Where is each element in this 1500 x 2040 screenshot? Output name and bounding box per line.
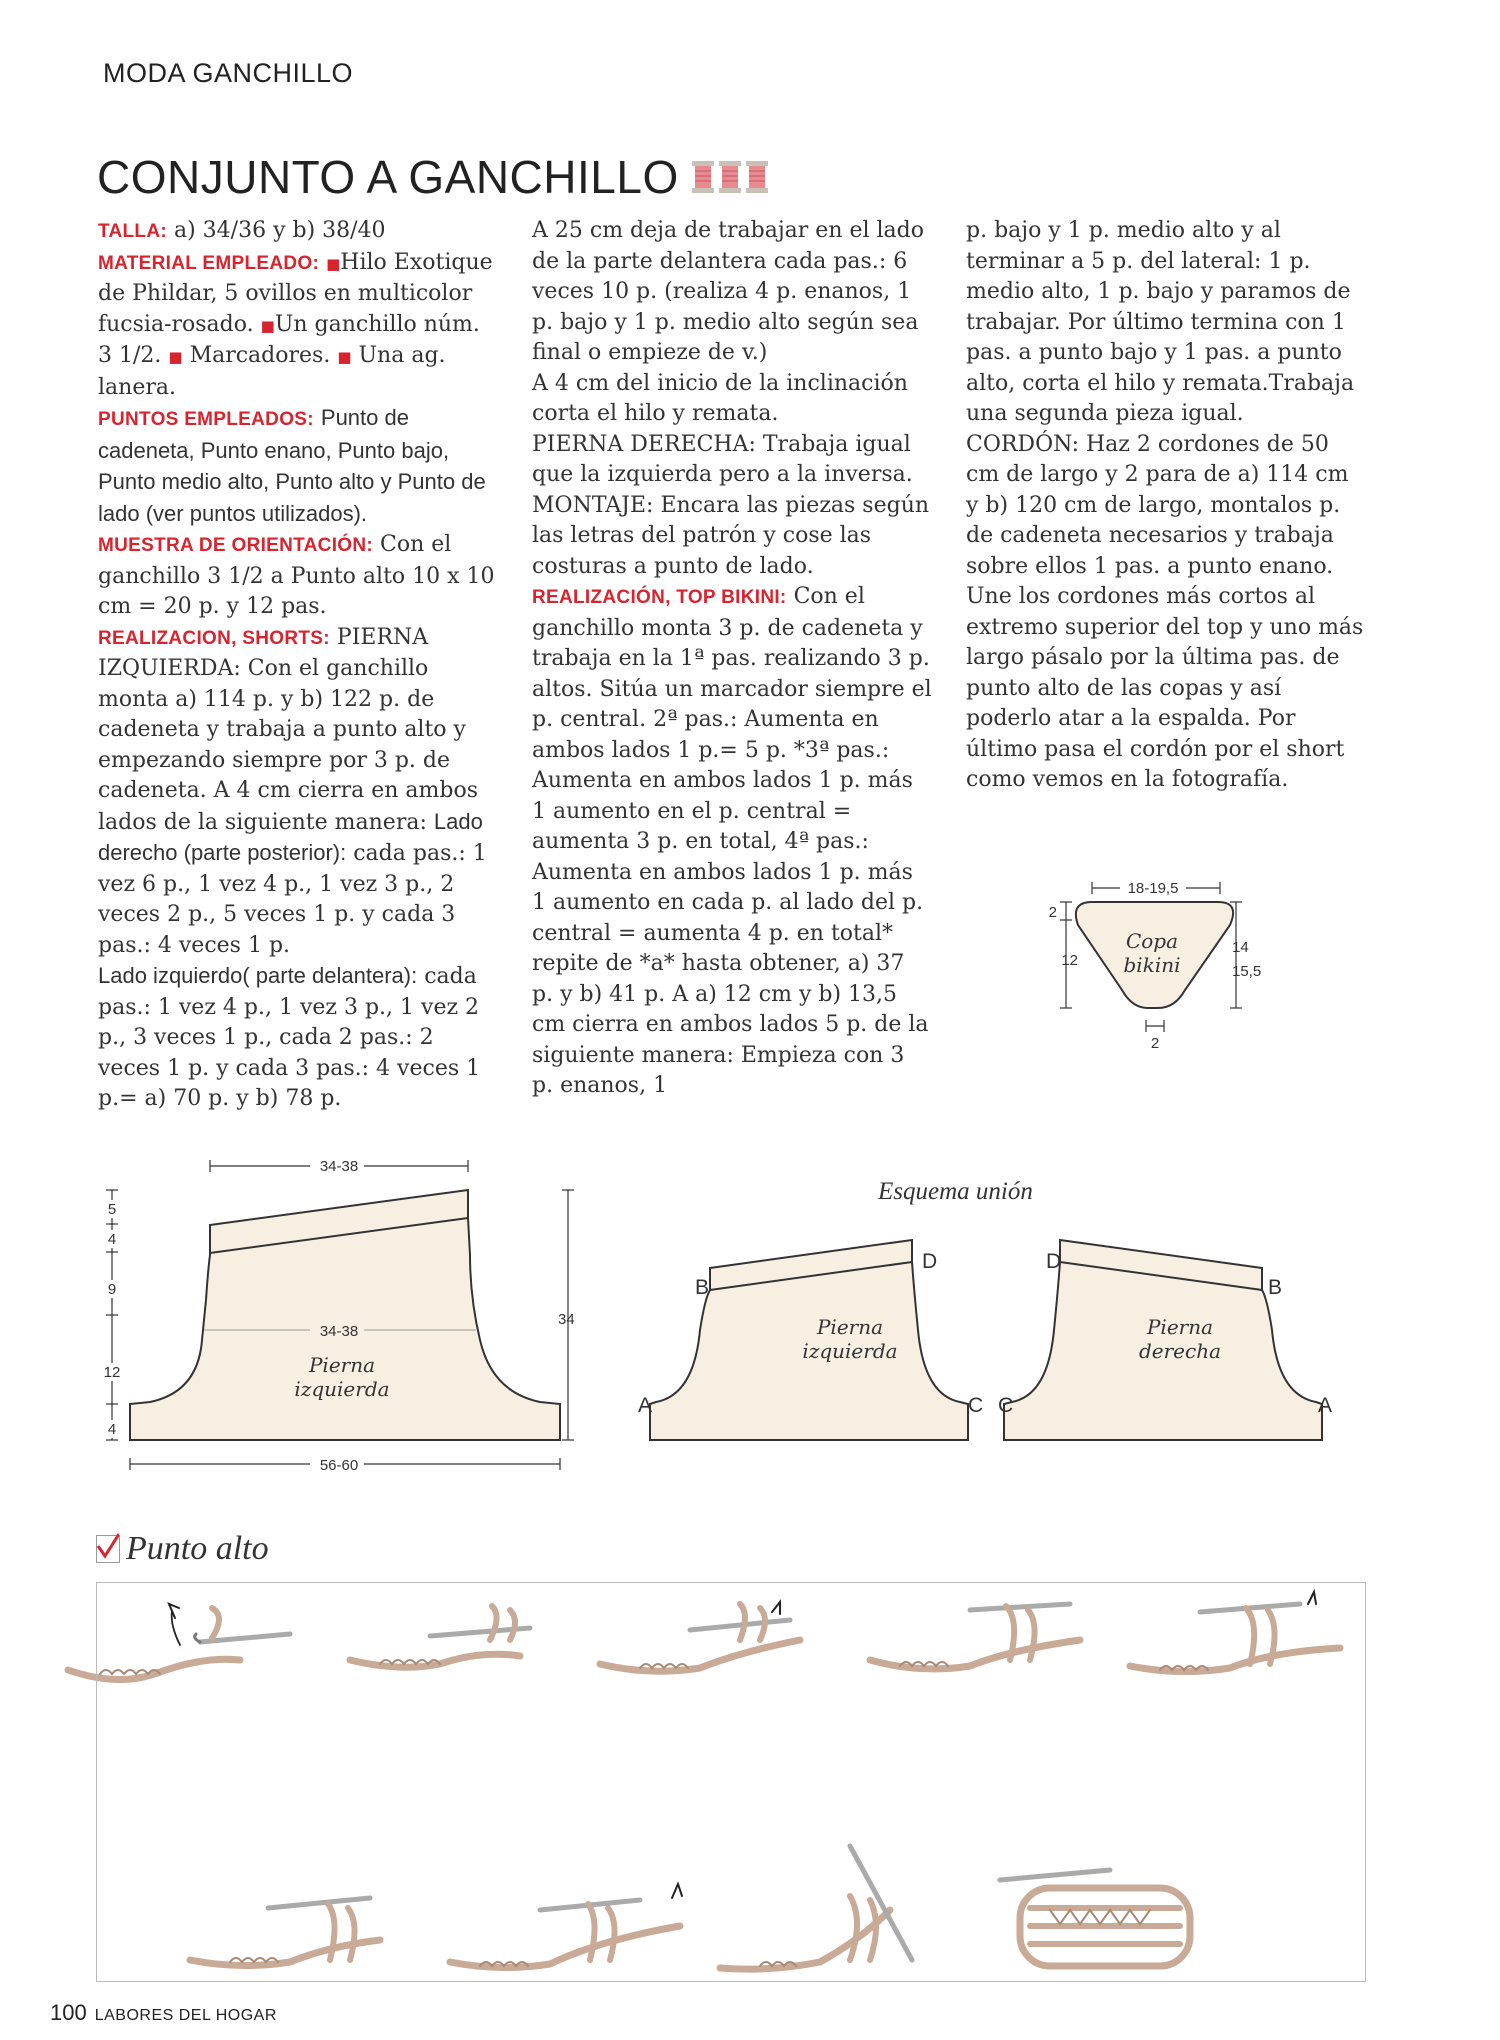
check-icon <box>96 1535 120 1563</box>
esquema-letter-d-left: D <box>922 1250 938 1273</box>
shorts-left-dim-12: 12 <box>103 1364 121 1381</box>
lado-izquierdo-label: Lado izquierdo( parte delantera): <box>98 963 418 988</box>
muestra-label: MUESTRA DE ORIENTACIÓN: <box>98 535 374 556</box>
top-text: Con el ganchillo monta 3 p. de cadeneta y trabaja en la 1ª pas. realizando 3 p. altos. Sitúa un marcador siempre el p. central. 2ª pas.: Aumenta en ambos lados 1 p.= 5 p. *3ª pas.: Aumenta en ambos lados 1 p. más 1 aumento en el p. central = aumenta 3 p. en total, 4ª pas.: Aumenta en ambos lados 1 p. más 1 aumento en cada p. al lado del p. central = aumenta 4 p. en total* repite de *a* hasta obtener, a) 37 p. y b) 41 p. A a) 12 cm y b) 13,5 cm cierra en ambos lados 5 p. de la siguiente manera: Empieza con 3 p. enanos, 1 <box>532 584 932 1098</box>
col3-paragraph-1: p. bajo y 1 p. medio alto y al terminar a 5 p. del lateral: 1 p. medio alto, 1 p. bajo y paramos de trabajar. Por último termina con 1 pas. a punto bajo y 1 pas. a punto alto, corta el hilo y remata.Trabaja una segunda pieza igual. <box>966 218 1355 426</box>
steps-frame <box>96 1582 1366 1982</box>
title-text: CONJUNTO A GANCHILLO <box>97 151 679 203</box>
puntos-label: PUNTOS EMPLEADOS: <box>98 409 314 430</box>
copa-label-2: bikini <box>1123 953 1181 977</box>
col3-paragraph-2: CORDÓN: Haz 2 cordones de 50 cm de largo y 2 para de a) 114 cm y b) 120 cm de largo, montalos p. de cadeneta necesarios y trabaja sobre ellos 1 pas. a punto enano. <box>966 431 1349 579</box>
lado-izquierdo-text: cada pas.: 1 vez 4 p., 1 vez 3 p., 1 vez 2 p., 3 veces 1 p., cada 2 pas.: 2 veces 1 p. y cada 3 pas.: 4 veces 1 p.= a) 70 p. y b) 78 p. <box>98 964 481 1111</box>
col2-paragraph-4: MONTAJE: Encara las piezas según las letras del patrón y cose las costuras a punto de lado. <box>532 492 930 579</box>
punto-alto-heading <box>96 1530 269 1568</box>
copa-bottom-dim: 2 <box>1150 1035 1160 1052</box>
shorts-top-dim: 34-38 <box>319 1158 359 1175</box>
esquema-letter-c-right: C <box>998 1394 1014 1417</box>
shorts-mid-dim: 34-38 <box>319 1323 359 1340</box>
material-item-4: Una ag. lanera. <box>98 343 446 400</box>
copa-diagram <box>1049 879 1262 1052</box>
lado-derecho-label: Lado derecho (parte posterior): <box>98 808 483 865</box>
esquema-letter-a-left: A <box>638 1394 653 1417</box>
esquema-letter-a-right: A <box>1318 1394 1333 1417</box>
shorts-left-dim-5: 5 <box>107 1201 117 1218</box>
material-item-2: Un ganchillo núm. 3 1/2. <box>98 311 480 368</box>
shorts-label-1: Pierna <box>308 1353 376 1377</box>
section-label: MODA GANCHILLO <box>103 58 354 88</box>
punto-alto-title: Punto alto <box>126 1530 269 1567</box>
esquema-right-piece <box>998 1240 1332 1440</box>
esquema-letter-b-left: B <box>695 1276 710 1299</box>
shorts-height-dim: 34 <box>558 1311 575 1328</box>
magazine-name: LABORES DEL HOGAR <box>94 2007 277 2024</box>
lado-derecho-text: cada pas.: 1 vez 6 p., 1 vez 4 p., 1 vez 3 p., 2 veces 2 p., 5 veces 1 p. y cada 3 pas.: 4 veces 1 p. <box>98 841 487 958</box>
shorts-diagram <box>98 1157 575 1474</box>
puntos-text: Punto de cadeneta, Punto enano, Punto bajo, Punto medio alto, Punto alto y Punto de lado (ver puntos utilizados). <box>98 405 486 526</box>
realizacion-label: REALIZACION, SHORTS: <box>98 627 330 649</box>
copa-right-dim-2: 15,5 <box>1232 963 1262 980</box>
col2-paragraph-3: PIERNA DERECHA: Trabaja igual que la izquierda pero a la inversa. <box>532 431 913 487</box>
talla-label: TALLA: <box>98 221 167 242</box>
esquema-right-label-1: Pierna <box>1146 1315 1214 1339</box>
esquema-left-piece <box>638 1240 983 1440</box>
material-item-3: Marcadores. <box>189 343 331 368</box>
esquema-letter-b-right: B <box>1268 1276 1283 1299</box>
material-text: Hilo Exotique de Phildar, 5 ovillos en multicolor fucsia-rosado. <box>98 249 493 337</box>
col3-paragraph-3: Une los cordones más cortos al extremo superior del top y uno más largo pásalo por la última pas. de punto alto de las copas y así poderlo atar a la espalda. Por último pasa el cordón por el short como vemos en la fotografía. <box>966 584 1364 792</box>
esquema-left-label-1: Pierna <box>816 1315 884 1339</box>
esquema-title: Esquema unión <box>878 1178 1033 1205</box>
esquema-letter-c-left: C <box>968 1394 984 1417</box>
material-paragraph: MATERIAL EMPLEADO: ■Hilo Exotique de Phildar, 5 ovillos en multicolor fucsia-rosado. ■Un ganchillo núm. 3 1/2. ■ Marcadores. ■ Una ag. lanera. <box>98 249 493 400</box>
esquema-letter-d-right: D <box>1046 1250 1062 1273</box>
esquema-right-label-2: derecha <box>1138 1339 1222 1363</box>
material-label: MATERIAL EMPLEADO: <box>98 252 320 274</box>
copa-left-top-dim: 2 <box>1048 904 1057 921</box>
shorts-label-2: izquierda <box>294 1377 390 1401</box>
muestra-text: Con el ganchillo 3 1/2 a Punto alto 10 x 10 cm = 20 p. y 12 pas. <box>98 532 495 619</box>
shorts-left-dim-9: 9 <box>107 1281 117 1298</box>
shorts-left-dim-4b: 4 <box>107 1421 117 1438</box>
col2-paragraph-2: A 4 cm del inicio de la inclinación corta el hilo y remata. <box>532 370 908 426</box>
copa-label-1: Copa <box>1125 929 1179 953</box>
copa-left-dim: 12 <box>1061 952 1078 969</box>
talla-text: a) 34/36 y b) 38/40 <box>173 218 386 243</box>
col2-paragraph-1: A 25 cm deja de trabajar en el lado de la parte delantera cada pas.: 6 veces 10 p. (realiza 4 p. enanos, 1 p. bajo y 1 p. medio alto según sea final o empieze de v.) <box>532 218 925 365</box>
page-number: 100 <box>50 2000 87 2025</box>
shorts-left-dim-4a: 4 <box>107 1231 117 1248</box>
copa-top-dim: 18-19,5 <box>1127 880 1179 897</box>
page-footer <box>50 2000 277 2026</box>
realizacion-text: PIERNA IZQUIERDA: Con el ganchillo monta a) 114 p. y b) 122 p. de cadeneta y trabaja a punto alto y empezando siempre por 3 p. de cadeneta. A 4 cm cierra en ambos lados de la siguiente manera: <box>98 624 479 835</box>
top-label: REALIZACIÓN, TOP BIKINI: <box>532 587 787 608</box>
esquema-left-label-2: izquierda <box>802 1339 898 1363</box>
copa-right-dim-1: 14 <box>1232 939 1249 956</box>
shorts-bottom-dim: 56-60 <box>319 1457 359 1474</box>
